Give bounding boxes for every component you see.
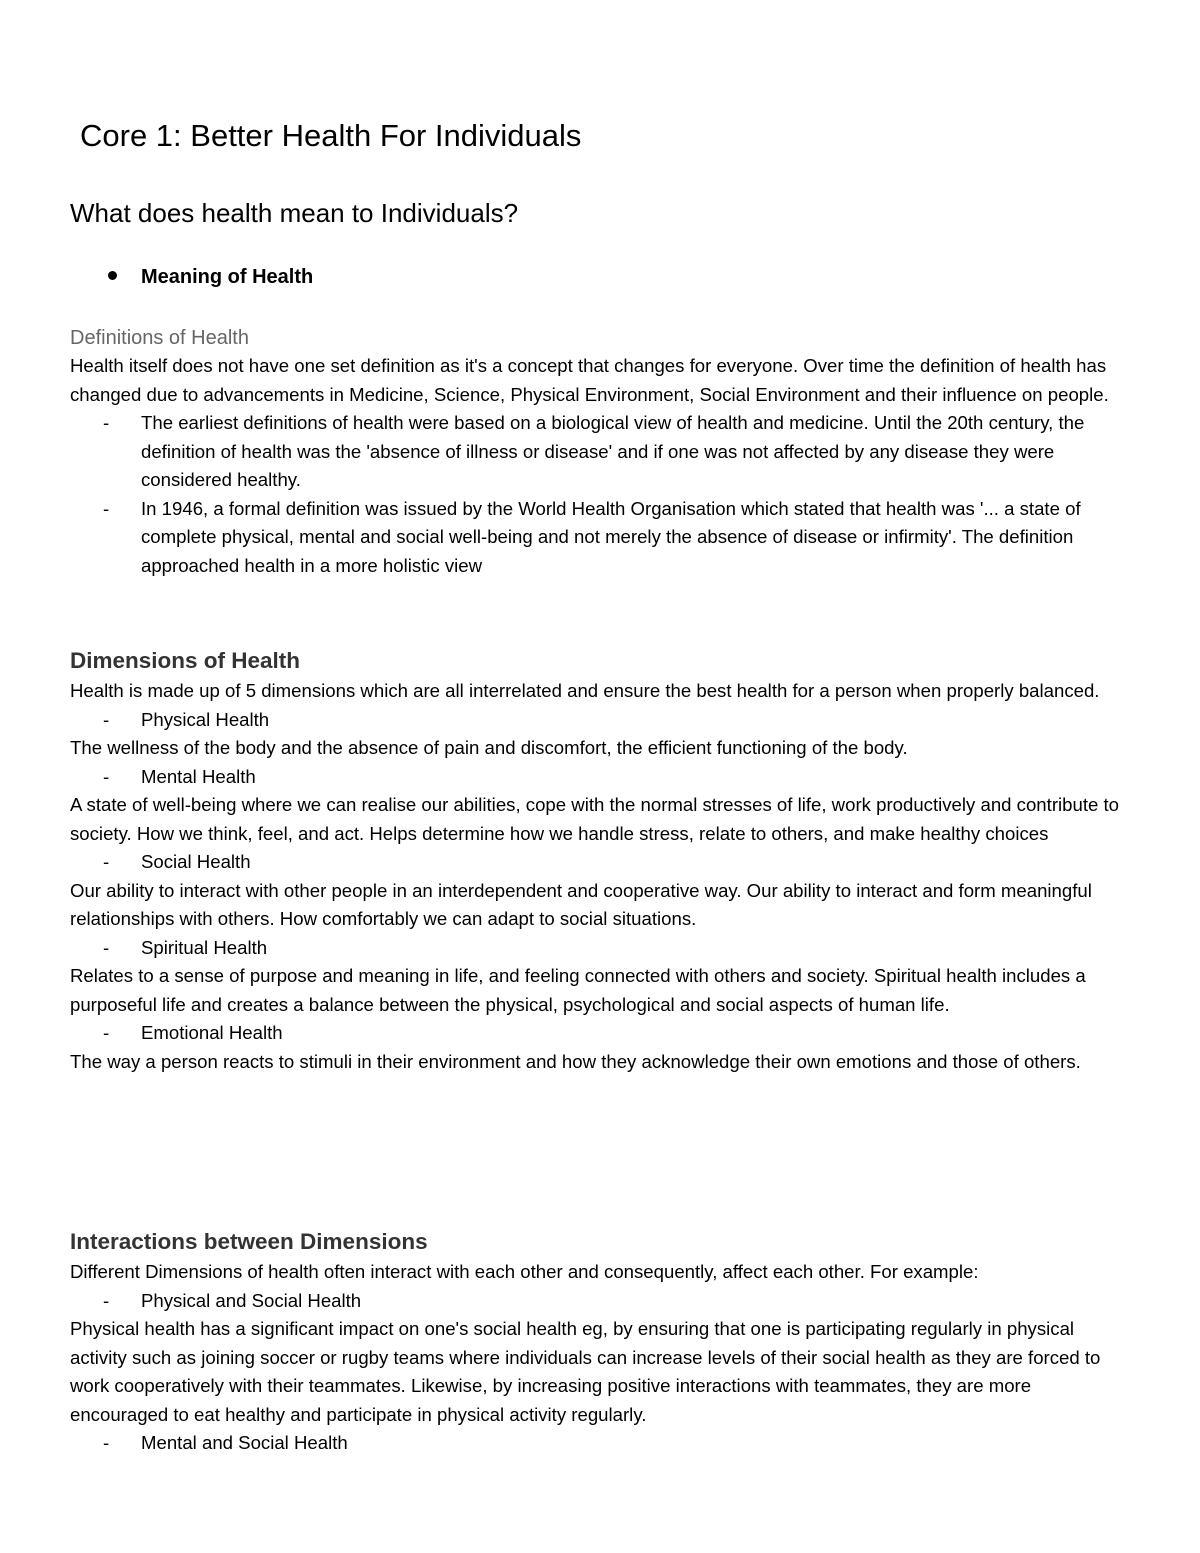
interactions-intro: Different Dimensions of health often interact with each other and consequently, affect each other. For example: [70,1261,979,1282]
bullet-meaning-of-health [108,266,313,289]
dimension-description: A state of well-being where we can realise our abilities, cope with the normal stresses of life, work productively and contribute to society. How we think, feel, and act. Helps determine how we handle stress, relate to others, and make healthy choices [70,794,1120,844]
document-title: Core 1: Better Health For Individuals [80,118,582,153]
dimensions-heading: Dimensions of Health [70,648,301,673]
dimension-description: Relates to a sense of purpose and meaning in life, and feeling connected with others and society. Spiritual health includes a purposeful life and creates a balance between the physical, psychological and social aspects of human life. [70,965,1086,1015]
dimension-name: - Spiritual Health [103,936,268,958]
definitions-point: - In 1946, a formal definition was issued by the World Health Organisation which stated that health was '... a state of complete physical, mental and social well-being and not merely the absence of disease or infirmity'. The definition approached health in a more holistic view [70,495,1130,581]
definitions-point: - The earliest definitions of health were based on a biological view of health and medicine. Until the 20th century, the definition of health was the 'absence of illness or disease' and if one was not affected by any disease they were considered healthy. [70,409,1130,495]
interaction-description: Physical health has a significant impact on one's social health eg, by ensuring that one is participating regularly in physical activity such as joining soccer or rugby teams where individuals can increase levels of their social health as they are forced to work cooperatively with their teammates. Likewise, by increasing positive interactions with teammates, they are more encouraged to eat healthy and participate in physical activity regularly. [70,1318,1101,1425]
dash-marker: - [103,412,110,433]
interaction-name: - Mental and Social Health [103,1432,348,1453]
dimension-name: - Emotional Health [103,1022,283,1043]
interaction-name: - Physical and Social Health [103,1289,362,1311]
dimensions-section [70,645,1130,1076]
dimension-description: The way a person reacts to stimuli in their environment and how they acknowledge their own emotions and those of others. [70,1050,1081,1072]
interactions-section [70,1226,1130,1458]
bullet-dot-icon [108,271,117,280]
section-question-heading: What does health mean to Individuals? [70,198,519,228]
bullet-label: Meaning of Health [141,266,314,288]
definitions-intro: Health itself does not have one set definition as it's a concept that changes for everyone. Over time the definition of health has changed due to advancements in Medicine, Science, Physical Environment, Social Environment and their influence on people. [70,355,1109,405]
dimension-name: - Social Health [103,851,251,872]
dimension-name: - Physical Health [103,708,270,730]
interactions-heading: Interactions between Dimensions [70,1229,428,1254]
dimension-description: The wellness of the body and the absence of pain and discomfort, the efficient functioning of the body. [70,737,908,758]
definitions-heading: Definitions of Health [70,327,249,349]
definitions-section [70,324,1130,580]
dimensions-intro: Health is made up of 5 dimensions which are all interrelated and ensure the best health for a person when properly balanced. [70,680,1100,701]
dimension-name: - Mental Health [103,765,256,787]
dimension-description: Our ability to interact with other people in an interdependent and cooperative way. Our ability to interact and form meaningful relationships with others. How comfortably we can adapt to social situations. [70,879,1092,929]
dash-marker: - [103,497,110,519]
